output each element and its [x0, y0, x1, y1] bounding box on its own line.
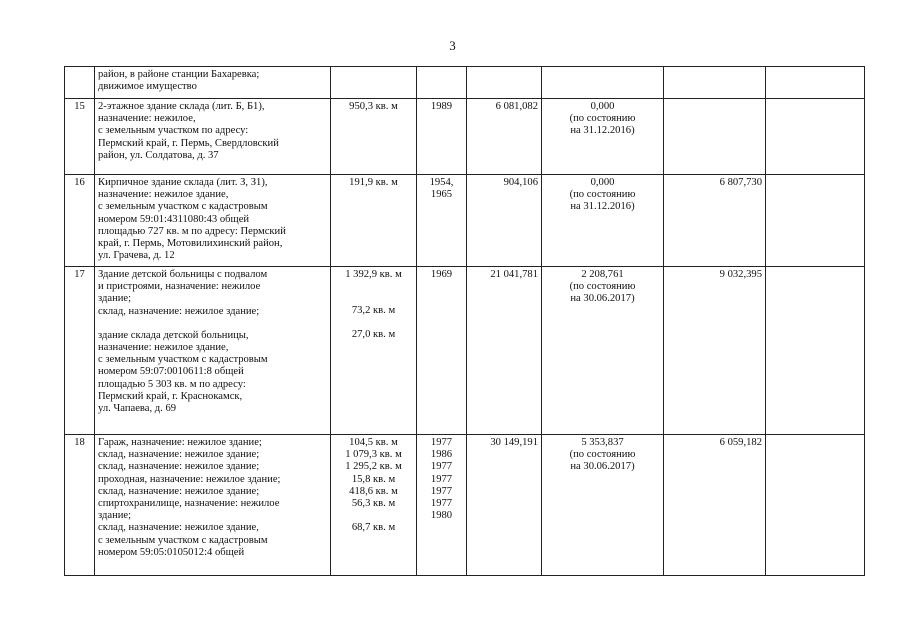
description-line: склад, назначение: нежилое здание;: [98, 449, 260, 461]
property-registry-table: [64, 66, 865, 576]
description-line: ул. Грачева, д. 12: [98, 250, 175, 262]
area-line: 56,3 кв. м: [351, 498, 396, 510]
row-number-cell: 18: [65, 435, 95, 576]
book-value-line: 5 353,837: [581, 437, 624, 448]
area-line: 1 079,3 кв. м: [345, 449, 402, 461]
year-cell: [417, 267, 467, 435]
description-line: ул. Чапаева, д. 69: [98, 403, 177, 415]
description-cell: [95, 435, 331, 576]
description-cell: [95, 67, 331, 99]
description-line: Пермский край, г. Пермь, Свердловский: [98, 137, 279, 149]
description-line: 2-этажное здание склада (лит. Б, Б1),: [98, 101, 265, 112]
book-value-cell: [542, 99, 664, 175]
value-cell: 30 149,191: [467, 435, 542, 576]
area-line: 1 392,9 кв. м: [345, 269, 402, 280]
description-line: здание;: [98, 510, 132, 522]
description-line: и пристроями, назначение: нежилое: [98, 281, 261, 293]
description-line: площадью 5 303 кв. м по адресу:: [98, 378, 246, 390]
description-line: номером 59:05:0105012:4 общей: [98, 546, 245, 558]
year-line: 1977: [430, 461, 453, 473]
table-row: [65, 175, 865, 267]
book-value-line: 0,000: [590, 101, 615, 112]
empty-cell: [766, 435, 865, 576]
description-line: район, ул. Солдатова, д. 37: [98, 149, 219, 161]
description-line: Пермский край, г. Краснокамск,: [98, 390, 243, 402]
book-value-cell: [542, 435, 664, 576]
area-line: 27,0 кв. м: [351, 329, 396, 341]
row-number-cell: 17: [65, 267, 95, 435]
area-line: 191,9 кв. м: [349, 177, 398, 188]
area-line: [334, 293, 413, 305]
area-cell: [331, 267, 417, 435]
description-line: Здание детской больницы с подвалом: [98, 269, 268, 280]
area-line: 104,5 кв. м: [349, 437, 398, 448]
area-line: [334, 510, 413, 522]
description-cell: [95, 99, 331, 175]
description-line: площадью 727 кв. м по адресу: Пермский: [98, 225, 286, 237]
area-cell: [331, 67, 417, 99]
year-line: 1989: [430, 101, 453, 112]
area-line: 1 295,2 кв. м: [345, 461, 402, 473]
area-line: [334, 317, 413, 329]
description-line: Кирпичное здание склада (лит. З, З1),: [98, 177, 268, 188]
row-number-cell: 16: [65, 175, 95, 267]
area-cell: [331, 175, 417, 267]
description-line: [98, 318, 327, 330]
book-value-line: (по состоянию: [569, 281, 636, 293]
year-line: 1977: [430, 485, 453, 497]
year-line: 1977: [430, 473, 453, 485]
book-value-line: 2 208,761: [581, 269, 624, 280]
year-line: 1986: [430, 449, 453, 461]
area-line: 73,2 кв. м: [351, 305, 396, 317]
book-value-cell: [542, 67, 664, 99]
book-value-cell: [542, 267, 664, 435]
description-line: назначение: нежилое,: [98, 113, 196, 125]
description-line: Гараж, назначение: нежилое здание;: [98, 437, 262, 448]
table-row: [65, 67, 865, 99]
description-line: край, г. Пермь, Мотовилихинский район,: [98, 238, 283, 250]
description-line: район, в районе станции Бахаревка;: [98, 69, 260, 80]
table-row: [65, 99, 865, 175]
description-line: склад, назначение: нежилое здание;: [98, 485, 260, 497]
table-row: [65, 435, 865, 576]
book-value-line: (по состоянию: [569, 449, 636, 461]
row-number-cell: [65, 67, 95, 99]
description-line: здание склада детской больницы,: [98, 329, 249, 341]
value-cell: 6 081,082: [467, 99, 542, 175]
year-line: 1965: [430, 189, 453, 201]
description-line: с земельным участком по адресу:: [98, 125, 249, 137]
year-line: 1954,: [429, 177, 454, 188]
description-line: назначение: нежилое здание,: [98, 189, 229, 201]
market-value-cell: 6 807,730: [664, 175, 766, 267]
description-line: с земельным участком с кадастровым: [98, 534, 268, 546]
description-line: склад, назначение: нежилое здание;: [98, 305, 260, 317]
description-line: назначение: нежилое здание,: [98, 342, 229, 354]
book-value-line: на 31.12.2016): [570, 125, 635, 137]
description-line: движимое имущество: [98, 81, 197, 93]
area-line: 950,3 кв. м: [349, 101, 398, 112]
book-value-line: на 30.06.2017): [570, 293, 635, 305]
value-cell: 21 041,781: [467, 267, 542, 435]
description-line: склад, назначение: нежилое здание;: [98, 461, 260, 473]
value-cell: 904,106: [467, 175, 542, 267]
description-cell: [95, 175, 331, 267]
row-number-cell: 15: [65, 99, 95, 175]
area-line: 68,7 кв. м: [351, 522, 396, 534]
description-line: номером 59:01:4311080:43 общей: [98, 213, 250, 225]
empty-cell: [766, 67, 865, 99]
description-cell: [95, 267, 331, 435]
area-line: 418,6 кв. м: [349, 485, 398, 497]
description-line: с земельным участком с кадастровым: [98, 354, 268, 366]
empty-cell: [766, 267, 865, 435]
book-value-line: (по состоянию: [569, 113, 636, 125]
description-line: с земельным участком с кадастровым: [98, 201, 268, 213]
book-value-line: на 31.12.2016): [570, 201, 635, 213]
area-line: [334, 281, 413, 293]
description-line: номером 59:07:0010611:8 общей: [98, 366, 244, 378]
year-line: 1980: [430, 510, 453, 522]
market-value-cell: 9 032,395: [664, 267, 766, 435]
year-line: 1977: [430, 437, 453, 448]
market-value-cell: 6 059,182: [664, 435, 766, 576]
page-number: 3: [449, 38, 456, 53]
area-cell: [331, 435, 417, 576]
year-cell: [417, 435, 467, 576]
empty-cell: [766, 175, 865, 267]
description-line: проходная, назначение: нежилое здание;: [98, 473, 281, 485]
description-line: склад, назначение: нежилое здание,: [98, 522, 259, 534]
year-cell: [417, 175, 467, 267]
description-line: здание;: [98, 293, 132, 305]
description-line: спиртохранилище, назначение: нежилое: [98, 498, 280, 510]
book-value-cell: [542, 175, 664, 267]
value-cell: [467, 67, 542, 99]
year-line: 1969: [430, 269, 453, 280]
empty-cell: [766, 99, 865, 175]
table-row: [65, 267, 865, 435]
book-value-line: (по состоянию: [569, 189, 636, 201]
area-line: 15,8 кв. м: [351, 473, 396, 485]
market-value-cell: [664, 67, 766, 99]
book-value-line: 0,000: [590, 177, 615, 188]
book-value-line: на 30.06.2017): [570, 461, 635, 473]
area-cell: [331, 99, 417, 175]
year-line: 1977: [430, 498, 453, 510]
market-value-cell: [664, 99, 766, 175]
year-cell: [417, 99, 467, 175]
year-cell: [417, 67, 467, 99]
